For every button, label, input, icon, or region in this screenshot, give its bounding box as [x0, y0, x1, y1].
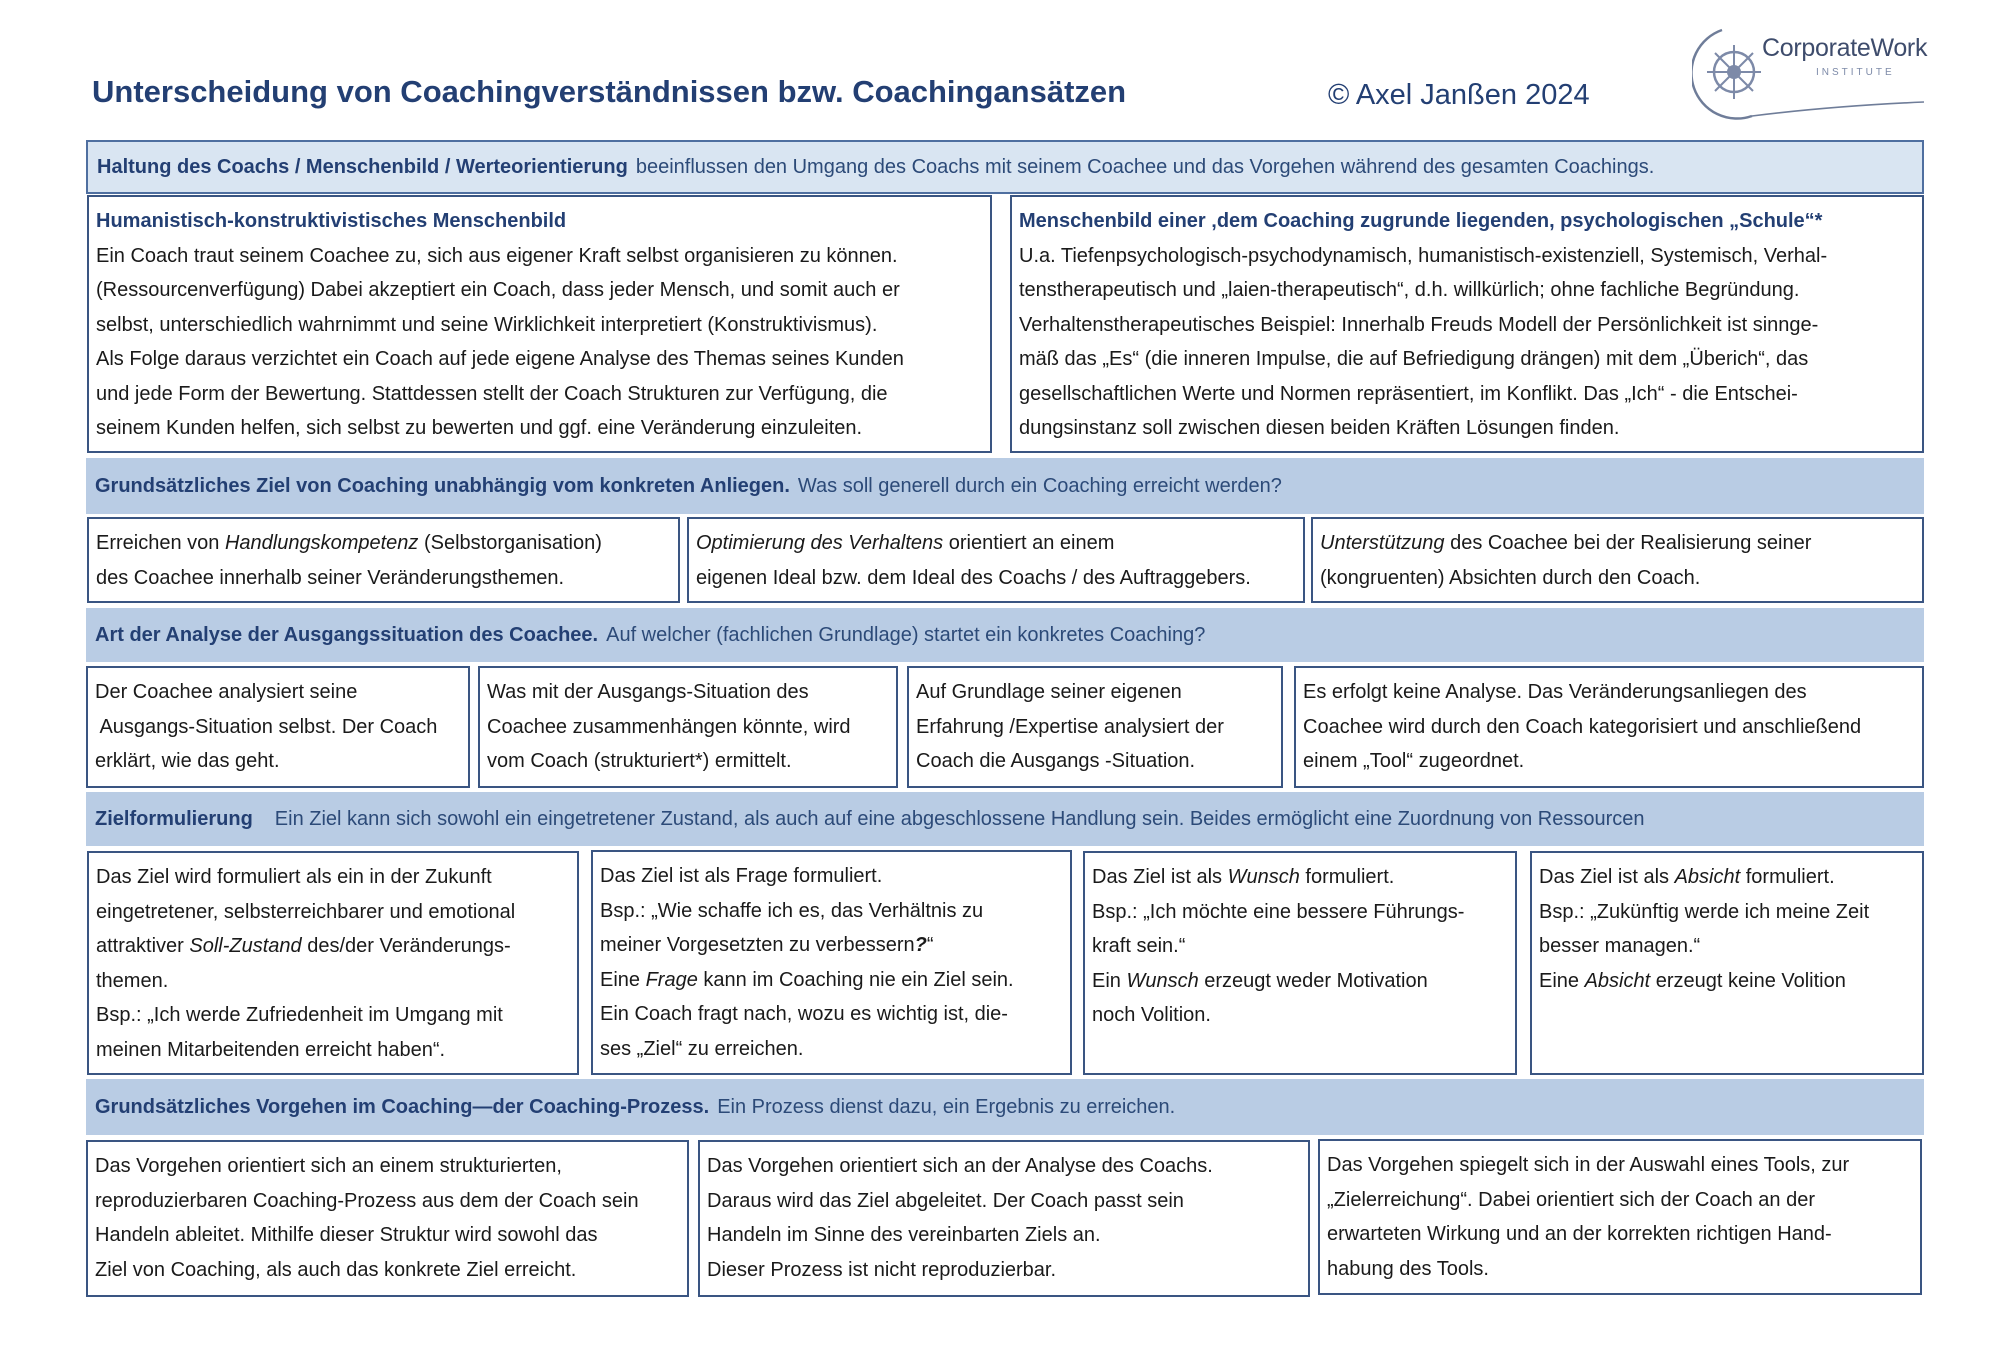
box-heading: Humanistisch-konstruktivistisches Menschenbild	[96, 210, 567, 232]
box-tool-process	[1318, 1139, 1922, 1295]
text-line: Handeln ableitet. Mithilfe dieser Struktur wird sowohl das	[95, 1224, 598, 1246]
band-heading: Grundsätzliches Vorgehen im Coaching—der Coaching-Prozess.	[95, 1095, 710, 1118]
box-analysis-process	[698, 1140, 1310, 1297]
text-line: Als Folge daraus verzichtet ein Coach auf jede eigene Analyse des Themas seines Kunden	[96, 348, 904, 370]
box-absicht	[1530, 851, 1924, 1075]
band-text: beeinflussen den Umgang des Coachs mit seinem Coachee und das Vorgehen während des gesamten Coachings.	[635, 155, 1655, 178]
box-no-analysis	[1294, 666, 1924, 788]
box-optimierung	[687, 517, 1305, 603]
text-line: Ein Wunsch erzeugt weder Motivation	[1092, 969, 1428, 992]
text-line: Ausgangs-Situation selbst. Der Coach	[95, 715, 438, 738]
text-line: Coachee zusammenhängen könnte, wird	[487, 715, 851, 738]
text-line: Der Coachee analysiert seine	[95, 681, 358, 703]
box-expert-analysis	[907, 666, 1283, 788]
text-line: dungsinstanz soll zwischen diesen beiden Kräften Lösungen finden.	[1019, 417, 1620, 439]
text-line: vom Coach (strukturiert*) ermittelt.	[487, 750, 792, 772]
text-line: einem „Tool“ zugeordnet.	[1303, 750, 1525, 772]
page-title: Unterscheidung von Coachingverständnissen bzw. Coachingansätzen	[92, 74, 1127, 109]
text-line: Bsp.: „Ich möchte eine bessere Führungs-	[1092, 900, 1465, 923]
text-line: Coachee wird durch den Coach kategorisiert und anschließend	[1303, 715, 1862, 738]
text-line: meiner Vorgesetzten zu verbessern?“	[600, 934, 934, 956]
text-line: U.a. Tiefenpsychologisch-psychodynamisch, humanistisch-existenziell, Systemisch, Verhal-	[1019, 244, 1828, 267]
text-line: Bsp.: „Ich werde Zufriedenheit im Umgang mit	[96, 1004, 503, 1026]
text-line: erklärt, wie das geht.	[95, 750, 280, 772]
section-band-zielformulierung	[86, 792, 1924, 846]
text-line: Das Vorgehen spiegelt sich in der Auswahl eines Tools, zur	[1327, 1154, 1850, 1176]
band-heading: Haltung des Coachs / Menschenbild / Werteorientierung	[97, 155, 628, 178]
text-line: Was mit der Ausgangs-Situation des	[487, 681, 809, 703]
logo-wordmark: CorporateWork	[1762, 34, 1928, 62]
section-band-haltung	[86, 140, 1924, 194]
corporatework-logo	[1692, 24, 1928, 124]
box-soll-zustand	[87, 851, 579, 1075]
band-heading: Zielformulierung	[95, 807, 253, 830]
text-line: ses „Ziel“ zu erreichen.	[600, 1037, 804, 1060]
text-line: noch Volition.	[1092, 1004, 1211, 1026]
text-line: Ziel von Coaching, als auch das konkrete Ziel erreicht.	[95, 1258, 577, 1281]
logo-subtitle: INSTITUTE	[1816, 67, 1895, 78]
box-frage	[591, 850, 1072, 1075]
text-line: Erfahrung /Expertise analysiert der	[916, 715, 1224, 738]
text-line: kraft sein.“	[1092, 935, 1186, 957]
text-line: Eine Absicht erzeugt keine Volition	[1539, 969, 1846, 992]
text-line: Optimierung des Verhaltens orientiert an einem	[696, 532, 1115, 554]
text-line: tenstherapeutisch und „laien-therapeutisch“, d.h. willkürlich; ohne fachliche Begründung.	[1019, 279, 1800, 301]
band-heading: Grundsätzliches Ziel von Coaching unabhängig vom konkreten Anliegen.	[95, 474, 790, 497]
text-line: (kongruenten) Absichten durch den Coach.	[1320, 566, 1701, 589]
text-line: eingetretener, selbsterreichbarer und emotional	[96, 900, 516, 923]
box-humanistic-view	[87, 195, 992, 453]
section-band-vorgehen	[86, 1079, 1924, 1135]
text-line: erwarteten Wirkung und an der korrekten richtigen Hand-	[1327, 1223, 1832, 1245]
section-band-ziel	[86, 458, 1924, 514]
box-self-analysis	[86, 666, 470, 788]
band-text: Ein Prozess dienst dazu, ein Ergebnis zu erreichen.	[717, 1095, 1176, 1118]
text-line: Unterstützung des Coachee bei der Realisierung seiner	[1320, 532, 1812, 554]
text-line: meinen Mitarbeitenden erreicht haben“.	[96, 1038, 446, 1061]
box-structured-process	[86, 1140, 689, 1297]
band-text: Auf welcher (fachlichen Grundlage) startet ein konkretes Coaching?	[606, 623, 1206, 646]
box-heading: Menschenbild einer ‚dem Coaching zugrunde liegenden, psychologischen „Schule“*	[1019, 210, 1823, 232]
text-line: habung des Tools.	[1327, 1257, 1489, 1280]
text-line: themen.	[96, 969, 169, 992]
text-line: seinem Kunden helfen, sich selbst zu bewerten und ggf. eine Veränderung einzuleiten.	[96, 417, 863, 439]
band-text: Was soll generell durch ein Coaching erreicht werden?	[797, 474, 1282, 497]
text-line: Dieser Prozess ist nicht reproduzierbar.	[707, 1258, 1057, 1281]
text-line: Verhaltenstherapeutisches Beispiel: Innerhalb Freuds Modell der Persönlichkeit ist sinnge-	[1019, 313, 1819, 336]
text-line: Eine Frage kann im Coaching nie ein Ziel sein.	[600, 968, 1014, 991]
box-psychological-school	[1010, 195, 1924, 453]
copyright-notice: © Axel Janßen 2024	[1328, 79, 1590, 111]
text-line: und jede Form der Bewertung. Stattdessen stellt der Coach Strukturen zur Verfügung, die	[96, 382, 888, 405]
text-line: eigenen Ideal bzw. dem Ideal des Coachs / des Auftraggebers.	[696, 566, 1251, 589]
text-line: Daraus wird das Ziel abgeleitet. Der Coach passt sein	[707, 1189, 1184, 1212]
box-unterstuetzung	[1311, 517, 1924, 603]
box-handlungskompetenz	[87, 517, 680, 603]
text-line: des Coachee innerhalb seiner Veränderungsthemen.	[96, 566, 565, 589]
text-line: besser managen.“	[1539, 935, 1701, 957]
text-line: (Ressourcenverfügung) Dabei akzeptiert ein Coach, dass jeder Mensch, und somit auch er	[96, 279, 900, 301]
text-line: Erreichen von Handlungskompetenz (Selbstorganisation)	[96, 532, 602, 554]
text-line: Es erfolgt keine Analyse. Das Veränderungsanliegen des	[1303, 681, 1807, 703]
text-line: mäß das „Es“ (die inneren Impulse, die auf Befriedigung drängen) mit dem „Überich“, das	[1019, 348, 1809, 370]
band-text: Ein Ziel kann sich sowohl ein eingetretener Zustand, als auch auf eine abgeschlossene Handlung sein. Beides ermöglicht eine Zuordnung von Ressourcen	[274, 807, 1645, 830]
text-line: Das Ziel ist als Frage formuliert.	[600, 865, 883, 887]
text-line: Coach die Ausgangs -Situation.	[916, 750, 1196, 772]
text-line: Auf Grundlage seiner eigenen	[916, 681, 1182, 703]
text-line: attraktiver Soll-Zustand des/der Veränderungs-	[96, 935, 511, 957]
text-line: Das Vorgehen orientiert sich an einem strukturierten,	[95, 1155, 562, 1177]
text-line: Ein Coach traut seinem Coachee zu, sich aus eigener Kraft selbst organisieren zu können.	[96, 244, 898, 267]
text-line: gesellschaftlichen Werte und Normen repräsentiert, im Konflikt. Das „Ich“ - die Entschei-	[1019, 382, 1798, 405]
text-line: Das Vorgehen orientiert sich an der Analyse des Coachs.	[707, 1155, 1213, 1177]
text-line: Das Ziel ist als Absicht formuliert.	[1539, 866, 1835, 888]
text-line: Ein Coach fragt nach, wozu es wichtig ist, die-	[600, 1003, 1008, 1025]
box-structured-analysis	[478, 666, 898, 788]
text-line: Bsp.: „Zukünftig werde ich meine Zeit	[1539, 900, 1870, 923]
text-line: Das Ziel wird formuliert als ein in der Zukunft	[96, 866, 492, 888]
text-line: Handeln im Sinne des vereinbarten Ziels an.	[707, 1224, 1101, 1246]
text-line: „Zielerreichung“. Dabei orientiert sich der Coach an der	[1327, 1188, 1816, 1211]
box-wunsch	[1083, 851, 1517, 1075]
section-band-analyse	[86, 608, 1924, 662]
band-heading: Art der Analyse der Ausgangssituation des Coachee.	[95, 623, 599, 646]
text-line: Das Ziel ist als Wunsch formuliert.	[1092, 866, 1395, 888]
text-line: selbst, unterschiedlich wahrnimmt und seine Wirklichkeit interpretiert (Konstruktivismus).	[96, 313, 878, 336]
text-line: Bsp.: „Wie schaffe ich es, das Verhältnis zu	[600, 899, 984, 922]
text-line: reproduzierbaren Coaching-Prozess aus dem der Coach sein	[95, 1189, 639, 1212]
